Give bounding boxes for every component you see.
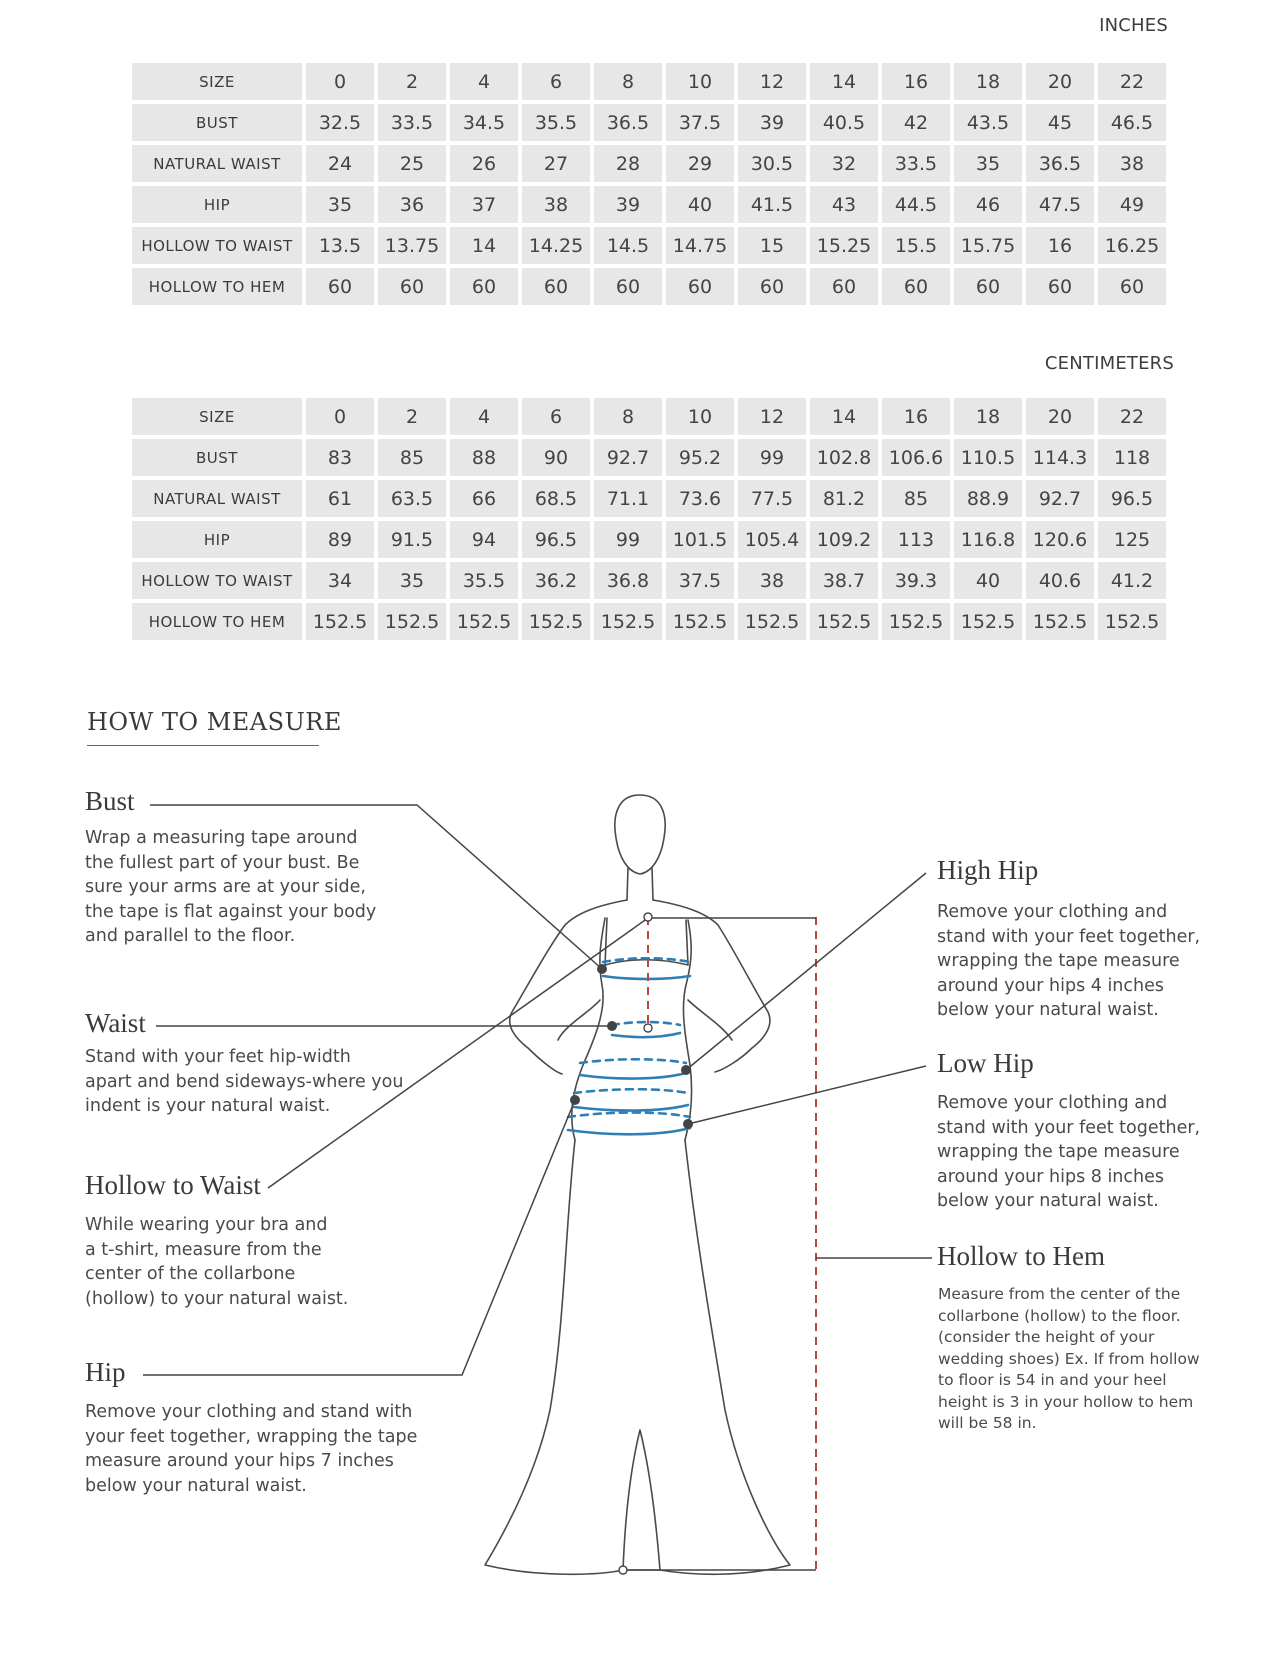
value-cell: 15.5 (882, 227, 950, 264)
value-cell: 60 (1098, 268, 1166, 305)
description-line: to floor is 54 in and your heel (938, 1371, 1167, 1389)
value-cell: 16.25 (1098, 227, 1166, 264)
value-cell: 125 (1098, 521, 1166, 558)
value-cell: 24 (306, 145, 374, 182)
value-cell: 34 (306, 562, 374, 599)
value-cell: 152.5 (522, 603, 590, 640)
value-cell: 36.5 (594, 104, 662, 141)
value-cell: 60 (450, 268, 518, 305)
low-hip-title: Low Hip (937, 1048, 1034, 1078)
description-line: Remove your clothing and (937, 902, 1168, 922)
value-cell: 101.5 (666, 521, 734, 558)
row-header: HOLLOW TO HEM (132, 268, 302, 305)
value-cell: 106.6 (882, 439, 950, 476)
size-cell: 10 (666, 398, 734, 435)
description-line: Wrap a measuring tape around (85, 828, 358, 848)
value-cell: 46.5 (1098, 104, 1166, 141)
row-header: HIP (132, 521, 302, 558)
value-cell: 99 (738, 439, 806, 476)
value-cell: 60 (882, 268, 950, 305)
description-line: around your hips 4 inches (937, 975, 1164, 996)
value-cell: 105.4 (738, 521, 806, 558)
value-cell: 60 (1026, 268, 1094, 305)
row-header: HIP (132, 186, 302, 223)
figure-left-inner-arm (558, 1000, 600, 1040)
description-line: below your natural waist. (937, 1191, 1159, 1211)
value-cell: 61 (306, 480, 374, 517)
value-cell: 29 (666, 145, 734, 182)
figure-neck (627, 868, 653, 900)
value-cell: 152.5 (666, 603, 734, 640)
value-cell: 36 (378, 186, 446, 223)
value-cell: 39 (594, 186, 662, 223)
size-cell: 12 (738, 398, 806, 435)
value-cell: 26 (450, 145, 518, 182)
size-cell: 20 (1026, 398, 1094, 435)
description-line: and parallel to the floor. (85, 926, 296, 946)
hollow-point (644, 913, 652, 921)
size-cell: 22 (1098, 398, 1166, 435)
description-line: While wearing your bra and (85, 1215, 328, 1235)
value-cell: 81.2 (810, 480, 878, 517)
value-cell: 60 (378, 268, 446, 305)
value-cell: 60 (594, 268, 662, 305)
description-line: the tape is flat against your body (85, 901, 377, 922)
value-cell: 37.5 (666, 562, 734, 599)
value-cell: 27 (522, 145, 590, 182)
value-cell: 152.5 (810, 603, 878, 640)
size-cell: 18 (954, 398, 1022, 435)
value-cell: 91.5 (378, 521, 446, 558)
size-cell: 12 (738, 63, 806, 100)
high-hip-leader (686, 873, 926, 1070)
size-cell: 2 (378, 63, 446, 100)
value-cell: 46 (954, 186, 1022, 223)
size-cell: 16 (882, 63, 950, 100)
value-cell: 35 (306, 186, 374, 223)
row-header: HOLLOW TO WAIST (132, 562, 302, 599)
how-to-measure-title: HOW TO MEASURE (87, 708, 342, 736)
description-line: wrapping the tape measure (937, 951, 1180, 971)
value-cell: 66 (450, 480, 518, 517)
description-line: center of the collarbone (85, 1264, 296, 1284)
value-cell: 35.5 (450, 562, 518, 599)
size-cell: 18 (954, 63, 1022, 100)
inches-unit-label: INCHES (1099, 15, 1168, 36)
waist-point (607, 1021, 617, 1031)
value-cell: 35 (378, 562, 446, 599)
value-cell: 43 (810, 186, 878, 223)
value-cell: 60 (810, 268, 878, 305)
value-cell: 33.5 (882, 145, 950, 182)
size-cell: 10 (666, 63, 734, 100)
bust-description (85, 826, 376, 949)
value-cell: 92.7 (1026, 480, 1094, 517)
value-cell: 33.5 (378, 104, 446, 141)
size-cell: 6 (522, 63, 590, 100)
description-line: (hollow) to your natural waist. (85, 1288, 349, 1309)
value-cell: 95.2 (666, 439, 734, 476)
value-cell: 88.9 (954, 480, 1022, 517)
centimeters-unit-label: CENTIMETERS (1044, 353, 1174, 374)
low-hip-description (937, 1091, 1200, 1214)
waist-center-point (644, 1024, 652, 1032)
value-cell: 83 (306, 439, 374, 476)
value-cell: 60 (738, 268, 806, 305)
value-cell: 40 (666, 186, 734, 223)
figure-right-inner-arm (688, 1000, 732, 1040)
hollow-to-hem-title: Hollow to Hem (937, 1241, 1105, 1271)
value-cell: 13.5 (306, 227, 374, 264)
description-line: apart and bend sideways-where you (85, 1071, 404, 1092)
value-cell: 43.5 (954, 104, 1022, 141)
description-line: below your natural waist. (85, 1475, 307, 1496)
value-cell: 35 (954, 145, 1022, 182)
size-cell: 8 (594, 398, 662, 435)
size-cell: 4 (450, 398, 518, 435)
value-cell: 120.6 (1026, 521, 1094, 558)
size-cell: 4 (450, 63, 518, 100)
value-cell: 96.5 (1098, 480, 1166, 517)
high-hip-point (681, 1065, 691, 1075)
value-cell: 47.5 (1026, 186, 1094, 223)
low-hip-tape-dashed (568, 1113, 690, 1118)
figure-left-arm (510, 900, 627, 1074)
value-cell: 77.5 (738, 480, 806, 517)
size-cell: 2 (378, 398, 446, 435)
figure-right-arm (653, 900, 770, 1072)
description-line: below your natural waist. (937, 1000, 1159, 1020)
size-cell: 6 (522, 398, 590, 435)
description-line: collarbone (hollow) to the floor. (938, 1306, 1181, 1325)
hollow-to-waist-description (85, 1213, 348, 1311)
value-cell: 44.5 (882, 186, 950, 223)
value-cell: 39.3 (882, 562, 950, 599)
value-cell: 40 (954, 562, 1022, 599)
value-cell: 118 (1098, 439, 1166, 476)
description-line: wedding shoes) Ex. If from hollow (938, 1349, 1200, 1368)
row-header: HOLLOW TO WAIST (132, 227, 302, 264)
description-line: Remove your clothing and stand with (85, 1402, 413, 1422)
hip-point (570, 1095, 580, 1105)
value-cell: 14.75 (666, 227, 734, 264)
value-cell: 32.5 (306, 104, 374, 141)
value-cell: 109.2 (810, 521, 878, 558)
description-line: stand with your feet together, (937, 1117, 1201, 1138)
value-cell: 16 (1026, 227, 1094, 264)
value-cell: 15.25 (810, 227, 878, 264)
size-cell: 0 (306, 398, 374, 435)
value-cell: 60 (306, 268, 374, 305)
value-cell: 73.6 (666, 480, 734, 517)
bust-point (597, 964, 607, 974)
value-cell: 99 (594, 521, 662, 558)
value-cell: 68.5 (522, 480, 590, 517)
description-line: indent is your natural waist. (85, 1096, 331, 1116)
size-cell: 20 (1026, 63, 1094, 100)
value-cell: 39 (738, 104, 806, 141)
value-cell: 152.5 (378, 603, 446, 640)
value-cell: 15 (738, 227, 806, 264)
value-cell: 49 (1098, 186, 1166, 223)
value-cell: 85 (378, 439, 446, 476)
value-cell: 14.25 (522, 227, 590, 264)
value-cell: 45 (1026, 104, 1094, 141)
value-cell: 71.1 (594, 480, 662, 517)
value-cell: 28 (594, 145, 662, 182)
value-cell: 14.5 (594, 227, 662, 264)
value-cell: 152.5 (450, 603, 518, 640)
size-cell: 22 (1098, 63, 1166, 100)
value-cell: 25 (378, 145, 446, 182)
value-cell: 96.5 (522, 521, 590, 558)
value-cell: 152.5 (1026, 603, 1094, 640)
description-line: Remove your clothing and (937, 1093, 1168, 1113)
high-hip-tape-dashed (580, 1059, 686, 1063)
value-cell: 60 (666, 268, 734, 305)
value-cell: 30.5 (738, 145, 806, 182)
row-header: BUST (132, 104, 302, 141)
row-header: NATURAL WAIST (132, 480, 302, 517)
size-cell: 16 (882, 398, 950, 435)
value-cell: 114.3 (1026, 439, 1094, 476)
value-cell: 113 (882, 521, 950, 558)
value-cell: 42 (882, 104, 950, 141)
hollow-to-hem-description (938, 1284, 1200, 1435)
high-hip-title: High Hip (937, 855, 1039, 885)
description-line: a t-shirt, measure from the (85, 1239, 322, 1260)
value-cell: 102.8 (810, 439, 878, 476)
size-cell: 14 (810, 398, 878, 435)
value-cell: 116.8 (954, 521, 1022, 558)
hollow-to-waist-title: Hollow to Waist (85, 1170, 261, 1200)
hip-tape-dashed (574, 1089, 688, 1093)
value-cell: 36.8 (594, 562, 662, 599)
value-cell: 152.5 (882, 603, 950, 640)
low-hip-tape-solid (568, 1128, 690, 1134)
size-cell: 0 (306, 63, 374, 100)
value-cell: 41.2 (1098, 562, 1166, 599)
value-cell: 60 (954, 268, 1022, 305)
value-cell: 36.5 (1026, 145, 1094, 182)
low-hip-point (683, 1119, 693, 1129)
value-cell: 14 (450, 227, 518, 264)
description-line: your feet together, wrapping the tape (85, 1426, 418, 1447)
hip-description (85, 1400, 417, 1498)
value-cell: 34.5 (450, 104, 518, 141)
waist-description (85, 1045, 403, 1119)
description-line: (consider the height of your (938, 1328, 1155, 1346)
figure-skirt (485, 1140, 790, 1574)
value-cell: 94 (450, 521, 518, 558)
value-cell: 38 (738, 562, 806, 599)
value-cell: 40.5 (810, 104, 878, 141)
value-cell: 152.5 (1098, 603, 1166, 640)
row-header: BUST (132, 439, 302, 476)
value-cell: 152.5 (306, 603, 374, 640)
figure-head (615, 795, 665, 874)
hem-point (619, 1566, 627, 1574)
description-line: measure around your hips 7 inches (85, 1451, 394, 1471)
size-cell: 8 (594, 63, 662, 100)
value-cell: 88 (450, 439, 518, 476)
value-cell: 152.5 (738, 603, 806, 640)
bust-tape-solid (603, 976, 690, 979)
value-cell: 15.75 (954, 227, 1022, 264)
description-line: stand with your feet together, (937, 926, 1201, 947)
value-cell: 152.5 (594, 603, 662, 640)
high-hip-description (937, 900, 1200, 1023)
description-line: sure your arms are at your side, (85, 877, 366, 897)
value-cell: 63.5 (378, 480, 446, 517)
value-cell: 41.5 (738, 186, 806, 223)
value-cell: 13.75 (378, 227, 446, 264)
value-cell: 152.5 (954, 603, 1022, 640)
size-cell: 14 (810, 63, 878, 100)
value-cell: 40.6 (1026, 562, 1094, 599)
value-cell: 90 (522, 439, 590, 476)
hip-title: Hip (85, 1357, 126, 1387)
description-line: Stand with your feet hip-width (85, 1047, 351, 1067)
value-cell: 37 (450, 186, 518, 223)
description-line: wrapping the tape measure (937, 1142, 1180, 1162)
row-header: HOLLOW TO HEM (132, 603, 302, 640)
low-hip-leader (688, 1066, 926, 1124)
description-line: around your hips 8 inches (937, 1166, 1164, 1187)
value-cell: 38.7 (810, 562, 878, 599)
figure-skirt-fold (623, 1430, 660, 1570)
high-hip-tape-solid (580, 1073, 686, 1079)
bust-title: Bust (85, 786, 135, 816)
row-header: SIZE (132, 398, 302, 435)
description-line: the fullest part of your bust. Be (85, 852, 360, 873)
value-cell: 92.7 (594, 439, 662, 476)
description-line: height is 3 in your hollow to hem (938, 1392, 1194, 1411)
waist-title: Waist (85, 1008, 146, 1038)
value-cell: 89 (306, 521, 374, 558)
description-line: will be 58 in. (938, 1414, 1037, 1432)
value-cell: 32 (810, 145, 878, 182)
value-cell: 110.5 (954, 439, 1022, 476)
value-cell: 38 (522, 186, 590, 223)
value-cell: 36.2 (522, 562, 590, 599)
row-header: SIZE (132, 63, 302, 100)
hip-tape-solid (574, 1105, 688, 1111)
value-cell: 37.5 (666, 104, 734, 141)
value-cell: 35.5 (522, 104, 590, 141)
value-cell: 60 (522, 268, 590, 305)
description-line: Measure from the center of the (938, 1285, 1181, 1303)
value-cell: 38 (1098, 145, 1166, 182)
row-header: NATURAL WAIST (132, 145, 302, 182)
waist-tape-solid (612, 1033, 680, 1037)
value-cell: 85 (882, 480, 950, 517)
